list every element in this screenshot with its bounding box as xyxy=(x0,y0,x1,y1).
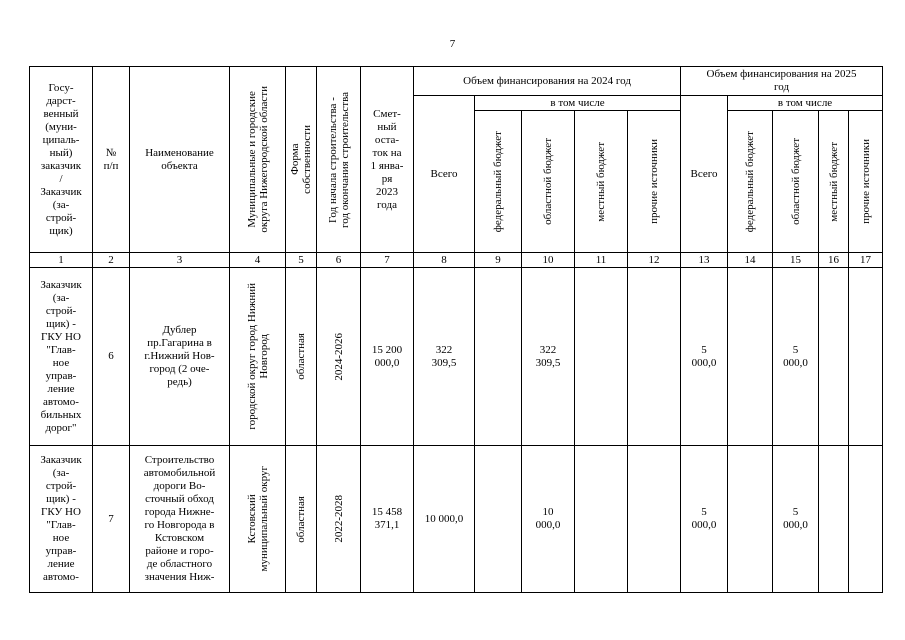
cell-regional-2024: 322 309,5 xyxy=(522,268,575,446)
cell-object: Строительство автомобильной дороги Во- сточный обход города Нижне- го Новгорода в Кстовском районе и горо- де областного значения Ниж- xyxy=(130,446,230,593)
cell-ownership: областная xyxy=(286,268,317,446)
cell-total-2024: 10 000,0 xyxy=(414,446,475,593)
cell-federal-2024 xyxy=(475,268,522,446)
column-number: 6 xyxy=(317,253,361,268)
cell-federal-2024 xyxy=(475,446,522,593)
header-years: Год начала строительства - год окончания строительства xyxy=(317,67,361,253)
header-other-2024: прочие источники xyxy=(628,111,681,253)
cell-regional-2025: 5 000,0 xyxy=(773,268,819,446)
column-number: 1 xyxy=(30,253,93,268)
column-number: 12 xyxy=(628,253,681,268)
budget-table xyxy=(29,66,883,593)
header-other-2025: прочие источники xyxy=(849,111,883,253)
page-number: 7 xyxy=(449,38,456,50)
header-total-2025: Всего xyxy=(681,96,728,253)
header-estimate: Смет- ный оста- ток на 1 янва- ря 2023 года xyxy=(361,67,414,253)
column-number: 10 xyxy=(522,253,575,268)
column-number: 15 xyxy=(773,253,819,268)
cell-other-2024 xyxy=(628,268,681,446)
header-object: Наименование объекта xyxy=(130,67,230,253)
column-number: 14 xyxy=(728,253,773,268)
column-number-row xyxy=(30,253,883,268)
header-including-2024: в том числе xyxy=(475,96,681,111)
column-number: 11 xyxy=(575,253,628,268)
column-number: 2 xyxy=(93,253,130,268)
column-number: 5 xyxy=(286,253,317,268)
header-municipality: Муниципальные и городские округа Нижегородской области xyxy=(230,67,286,253)
header-local-2024: местный бюджет xyxy=(575,111,628,253)
cell-num: 7 xyxy=(93,446,130,593)
cell-estimate: 15 458 371,1 xyxy=(361,446,414,593)
table-row xyxy=(30,268,883,446)
cell-local-2025 xyxy=(819,268,849,446)
header-ownership: Форма собственности xyxy=(286,67,317,253)
cell-total-2025: 5 000,0 xyxy=(681,446,728,593)
cell-estimate: 15 200 000,0 xyxy=(361,268,414,446)
cell-customer: Заказчик (за- строй- щик) - ГКУ НО "Глав- ное управ- ление автомо- xyxy=(30,446,93,593)
cell-years: 2024-2026 xyxy=(317,268,361,446)
cell-years: 2022-2028 xyxy=(317,446,361,593)
cell-customer: Заказчик (за- строй- щик) - ГКУ НО "Глав- ное управ- ление автомо- бильных дорог" xyxy=(30,268,93,446)
cell-other-2025 xyxy=(849,446,883,593)
header-total-2024: Всего xyxy=(414,96,475,253)
cell-regional-2025: 5 000,0 xyxy=(773,446,819,593)
cell-local-2024 xyxy=(575,446,628,593)
cell-object: Дублер пр.Гагарина в г.Нижний Нов- город (2 оче- редь) xyxy=(130,268,230,446)
header-federal-2025: федеральный бюджет xyxy=(728,111,773,253)
column-number: 17 xyxy=(849,253,883,268)
cell-federal-2025 xyxy=(728,446,773,593)
cell-local-2024 xyxy=(575,268,628,446)
column-number: 3 xyxy=(130,253,230,268)
header-regional-2024: областной бюджет xyxy=(522,111,575,253)
header-fin-2024: Объем финансирования на 2024 год xyxy=(414,67,681,96)
cell-federal-2025 xyxy=(728,268,773,446)
column-number: 7 xyxy=(361,253,414,268)
cell-ownership: областная xyxy=(286,446,317,593)
table-row xyxy=(30,446,883,593)
header-regional-2025: областной бюджет xyxy=(773,111,819,253)
column-number: 16 xyxy=(819,253,849,268)
header-fin-2025: Объем финансирования на 2025 год xyxy=(681,67,883,96)
cell-other-2025 xyxy=(849,268,883,446)
cell-total-2024: 322 309,5 xyxy=(414,268,475,446)
header-including-2025: в том числе xyxy=(728,96,883,111)
header-num: № п/п xyxy=(93,67,130,253)
cell-regional-2024: 10 000,0 xyxy=(522,446,575,593)
header-local-2025: местный бюджет xyxy=(819,111,849,253)
cell-total-2025: 5 000,0 xyxy=(681,268,728,446)
cell-local-2025 xyxy=(819,446,849,593)
header-customer: Госу- дарст- венный (муни- ципаль- ный) заказчик / Заказчик (за- строй- щик) xyxy=(30,67,93,253)
cell-municipality: городской округ город Нижний Новгород xyxy=(230,268,286,446)
cell-num: 6 xyxy=(93,268,130,446)
column-number: 13 xyxy=(681,253,728,268)
header-federal-2024: федеральный бюджет xyxy=(475,111,522,253)
cell-municipality: Кстовский муниципальный округ xyxy=(230,446,286,593)
column-number: 9 xyxy=(475,253,522,268)
column-number: 4 xyxy=(230,253,286,268)
cell-other-2024 xyxy=(628,446,681,593)
column-number: 8 xyxy=(414,253,475,268)
